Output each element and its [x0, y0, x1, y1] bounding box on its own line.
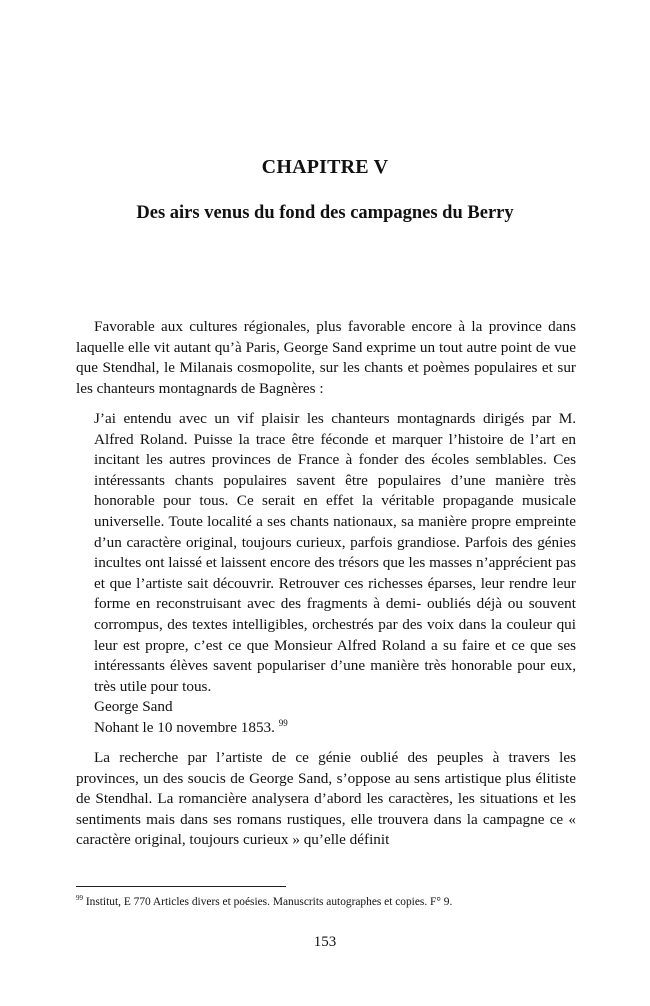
footnote-divider: [76, 886, 286, 887]
page-number: 153: [313, 934, 337, 950]
footnote: [76, 895, 576, 909]
block-quote-text: J’ai entendu avec un vif plaisir les chanteurs montagnards dirigés par M. Alfred Roland. Puisse la trace être féconde et marquer l’histoire de l’art en incitant les autres provinces de France à fonder des écoles semblables. Ces intéressants chants populaires savent être populaires d’une manière très honorable pour tous. Ce serait en effet la véritable propagande musicale universelle. Toute localité a ses chants nationaux, sa manière propre empreinte d’un caractère original, toujours curieux, parfois grandiose. Parfois des génies incultes ont laissé et laissent encore des trésors que les masses n’apprécient pas et que l’artiste sait découvrir. Retrouver ces richesses éparses, leur rendre leur forme en reconstruisant avec des fragments à demi- oubliés déjà ou souvent corrompus, des textes intelligibles, orchestrés par des voix dans la couleur qui leur est propre, c’est ce que Monsieur Alfred Roland a su faire et ce que ses intéressants élèves savent populariser d’une manière très honorable pour eux, très utile pour tous.: [94, 410, 576, 695]
block-quote: [94, 409, 576, 739]
quote-signature: George Sand: [94, 698, 173, 716]
body-paragraph-2: [76, 748, 576, 851]
body-paragraph-1-text: Favorable aux cultures régionales, plus favorable encore à la province dans laquelle elle vit autant qu’à Paris, George Sand exprime un tout autre point de vue que Stendhal, le Milanais cosmopolite, sur les chants et poèmes populaires et sur les chanteurs montagnards de Bagnères :: [76, 318, 576, 397]
quote-place-date-line: [94, 718, 576, 739]
footnote-text: Institut, E 770 Articles divers et poésies. Manuscrits autographes et copies. F° 9.: [83, 896, 453, 908]
footnote-number: 99: [76, 894, 83, 903]
chapter-title: CHAPITRE V: [261, 156, 389, 178]
chapter-subtitle: Des airs venus du fond des campagnes du Berry: [136, 203, 514, 223]
body-paragraph-2-text: La recherche par l’artiste de ce génie oublié des peuples à travers les provinces, un des soucis de George Sand, s’oppose au sens artistique plus élitiste de Stendhal. La romancière analysera d’abord les caractères, les situations et les sentiments mais dans ses romans rustiques, elle trouvera dans la campagne ce « caractère original, toujours curieux » qu’elle définit: [76, 749, 576, 849]
footnote-ref: 99: [278, 717, 288, 728]
body-paragraph-1: [76, 317, 576, 399]
quote-place-date: Nohant le 10 novembre 1853.: [94, 718, 275, 736]
